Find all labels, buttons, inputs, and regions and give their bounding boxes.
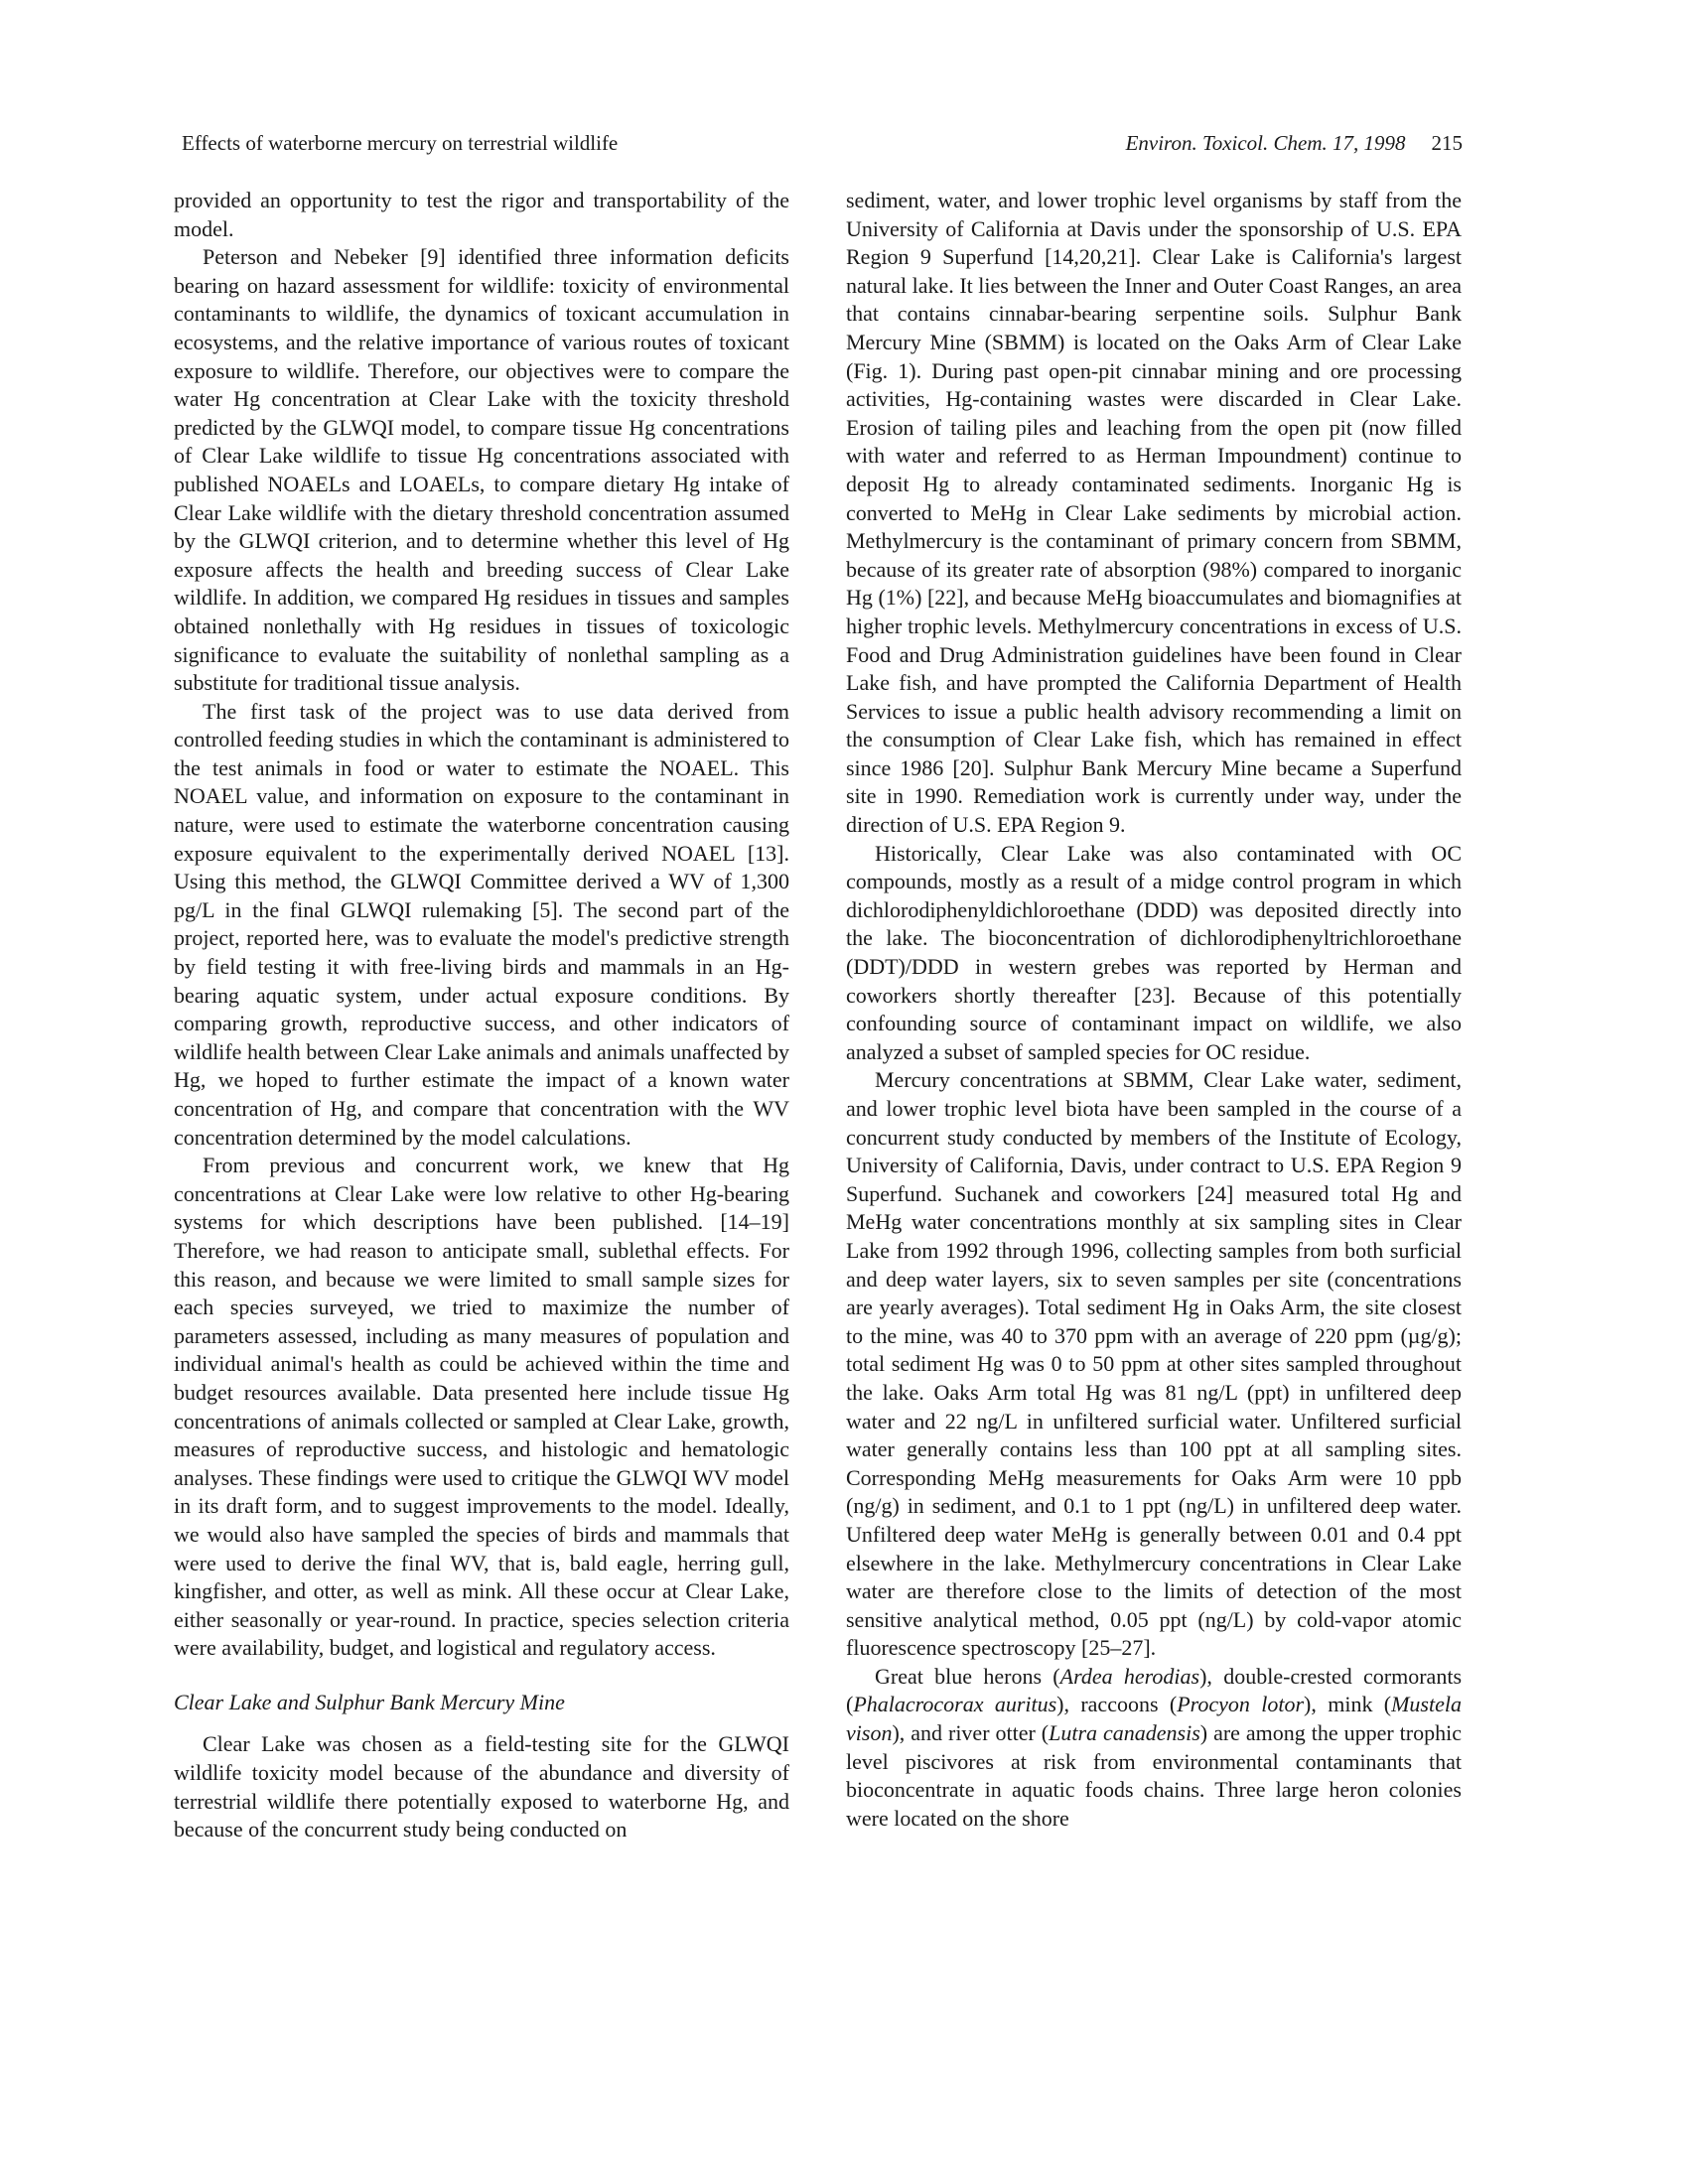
- paragraph: sediment, water, and lower trophic level organisms by staff from the University of California at Davis under the sponsorship of U.S. EPA Region 9 Superfund [14,20,21]. Clear Lake is California's largest natural lake. It lies between the Inner and Outer Coast Ranges, an area that contains cinnabar-bearing serpentine soils. Sulphur Bank Mercury Mine (SBMM) is located on the Oaks Arm of Clear Lake (Fig. 1). During past open-pit cinnabar mining and ore processing activities, Hg-containing wastes were discarded in Clear Lake. Erosion of tailing piles and leaching from the open pit (now filled with water and referred to as Herman Impoundment) continue to deposit Hg to already contaminated sediments. Inorganic Hg is converted to MeHg in Clear Lake sediments by microbial action. Methylmercury is the contaminant of primary concern from SBMM, because of its greater rate of absorption (98%) compared to inorganic Hg (1%) [22], and because MeHg bioaccumulates and biomagnifies at higher trophic levels. Methylmercury concentrations in excess of U.S. Food and Drug Administration guidelines have been found in Clear Lake fish, and have prompted the California Department of Health Services to issue a public health advisory recommending a limit on the consumption of Clear Lake fish, which has remained in effect since 1986 [20]. Sulphur Bank Mercury Mine became a Superfund site in 1990. Remediation work is currently under way, under the direction of U.S. EPA Region 9.: [846, 188, 1462, 838]
- paragraph: Mercury concentrations at SBMM, Clear Lake water, sediment, and lower trophic level biota have been sampled in the course of a concurrent study conducted by members of the Institute of Ecology, University of California, Davis, under contract to U.S. EPA Region 9 Superfund. Suchanek and coworkers [24] measured total Hg and MeHg water concentrations monthly at six sampling sites in Clear Lake from 1992 through 1996, collecting samples from both surficial and deep water layers, six to seven samples per site (concentrations are yearly averages). Total sediment Hg in Oaks Arm, the site closest to the mine, was 40 to 370 ppm with an average of 220 ppm (µg/g); total sediment Hg was 0 to 50 ppm at other sites sampled throughout the lake. Oaks Arm total Hg was 81 ng/L (ppt) in unfiltered deep water and 22 ng/L in unfiltered surficial water. Unfiltered surficial water generally contains less than 100 ppt at all sampling sites. Corresponding MeHg measurements for Oaks Arm were 10 ppb (ng/g) in sediment, and 0.1 to 1 ppt (ng/L) in unfiltered deep water. Unfiltered deep water MeHg is generally between 0.01 and 0.4 ppt elsewhere in the lake. Methylmercury concentrations in Clear Lake water are therefore close to the limits of detection of the most sensitive analytical method, 0.05 ppt (ng/L) by cold-vapor atomic fluorescence spectroscopy [25–27].: [846, 1067, 1462, 1661]
- text-run: ), mink (: [1304, 1692, 1392, 1717]
- running-header: [182, 131, 1463, 161]
- paragraph: provided an opportunity to test the rigor and transportability of the model.: [174, 188, 789, 241]
- species-name: Ardea herodias: [1059, 1663, 1200, 1689]
- text-run: Great blue herons (: [875, 1663, 1060, 1689]
- paragraph: From previous and concurrent work, we knew that Hg concentrations at Clear Lake were low relative to other Hg-bearing systems for which descriptions have been published. [14–19] Therefore, we had reason to anticipate small, sublethal effects. For this reason, and because we were limited to small sample sizes for each species surveyed, we tried to maximize the number of parameters assessed, including as many measures of population and individual animal's health as could be achieved within the time and budget resources available. Data presented here include tissue Hg concentrations of animals collected or sampled at Clear Lake, growth, measures of reproductive success, and histologic and hematologic analyses. These findings were used to critique the GLWQI WV model in its draft form, and to suggest improvements to the model. Ideally, we would also have sampled the species of birds and mammals that were used to derive the final WV, that is, bald eagle, herring gull, kingfisher, and otter, as well as mink. All these occur at Clear Lake, either seasonally or year-round. In practice, species selection criteria were availability, budget, and logistical and regulatory access.: [174, 1153, 789, 1661]
- running-title: Effects of waterborne mercury on terrestrial wildlife: [182, 131, 619, 155]
- paragraph: Clear Lake was chosen as a field-testing site for the GLWQI wildlife toxicity model because of the abundance and diversity of terrestrial wildlife there potentially exposed to waterborne Hg, and because of the concurrent study being conducted on: [174, 1731, 789, 1843]
- text-run: ), double-crested cormorants (: [846, 1663, 1462, 1717]
- species-name: Phalacrocorax auritus: [853, 1692, 1057, 1717]
- left-column: [174, 187, 789, 1844]
- paragraph: Historically, Clear Lake was also contaminated with OC compounds, mostly as a result of a midge control program in which dichlorodiphenyldichloroethane (DDD) was deposited directly into the lake. The bioconcentration of dichlorodiphenyltrichloroethane (DDT)/DDD in western grebes was reported by Herman and coworkers shortly thereafter [23]. Because of this potentially confounding source of contaminant impact on wildlife, we also analyzed a subset of sampled species for OC residue.: [846, 840, 1462, 1064]
- paragraph-species: [846, 1663, 1462, 1834]
- journal-citation: [1126, 131, 1463, 156]
- paragraph: The first task of the project was to use data derived from controlled feeding studies in which the contaminant is administered to the test animals in food or water to estimate the NOAEL. This NOAEL value, and information on exposure to the contaminant in nature, were used to estimate the waterborne concentration causing exposure equivalent to the experimentally derived NOAEL [13]. Using this method, the GLWQI Committee derived a WV of 1,300 pg/L in the final GLWQI rulemaking [5]. The second part of the project, reported here, was to evaluate the model's predictive strength by field testing it with free-living birds and mammals in an Hg-bearing aquatic system, under actual exposure conditions. By comparing growth, reproductive success, and other indicators of wildlife health between Clear Lake animals and animals unaffected by Hg, we hoped to further estimate the impact of a known water concentration of Hg, and compare that concentration with the WV concentration determined by the model calculations.: [174, 698, 789, 1150]
- species-name: Procyon lotor: [1177, 1692, 1305, 1717]
- text-run: ), and river otter (: [892, 1720, 1050, 1746]
- section-heading: Clear Lake and Sulphur Bank Mercury Mine: [174, 1689, 565, 1714]
- text-run: ) are among the upper trophic level piscivores at risk from environmental contaminants that bioconcentrate in aquatic foods chains. Three large heron colonies were located on the shore: [846, 1720, 1462, 1831]
- page-number: 215: [1431, 131, 1463, 155]
- species-name: Lutra canadensis: [1049, 1720, 1200, 1746]
- paragraph: Peterson and Nebeker [9] identified three information deficits bearing on hazard assessment for wildlife: toxicity of environmental contaminants to wildlife, the dynamics of toxicant accumulation in ecosystems, and the relative importance of various routes of toxicant exposure to wildlife. Therefore, our objectives were to compare the water Hg concentration at Clear Lake with the toxicity threshold predicted by the GLWQI model, to compare tissue Hg concentrations of Clear Lake wildlife to tissue Hg concentrations associated with published NOAELs and LOAELs, to compare dietary Hg intake of Clear Lake wildlife with the dietary threshold concentration assumed by the GLWQI criterion, and to determine whether this level of Hg exposure affects the health and breeding success of Clear Lake wildlife. In addition, we compared Hg residues in tissues and samples obtained nonlethally with Hg residues in tissues of toxicologic significance to evaluate the suitability of nonlethal sampling as a substitute for traditional tissue analysis.: [174, 244, 789, 696]
- right-column: [846, 187, 1462, 1833]
- journal-name: Environ. Toxicol. Chem. 17, 1998: [1125, 131, 1406, 155]
- text-run: ), raccoons (: [1056, 1692, 1178, 1717]
- species-name: Mustela vison: [846, 1692, 1462, 1746]
